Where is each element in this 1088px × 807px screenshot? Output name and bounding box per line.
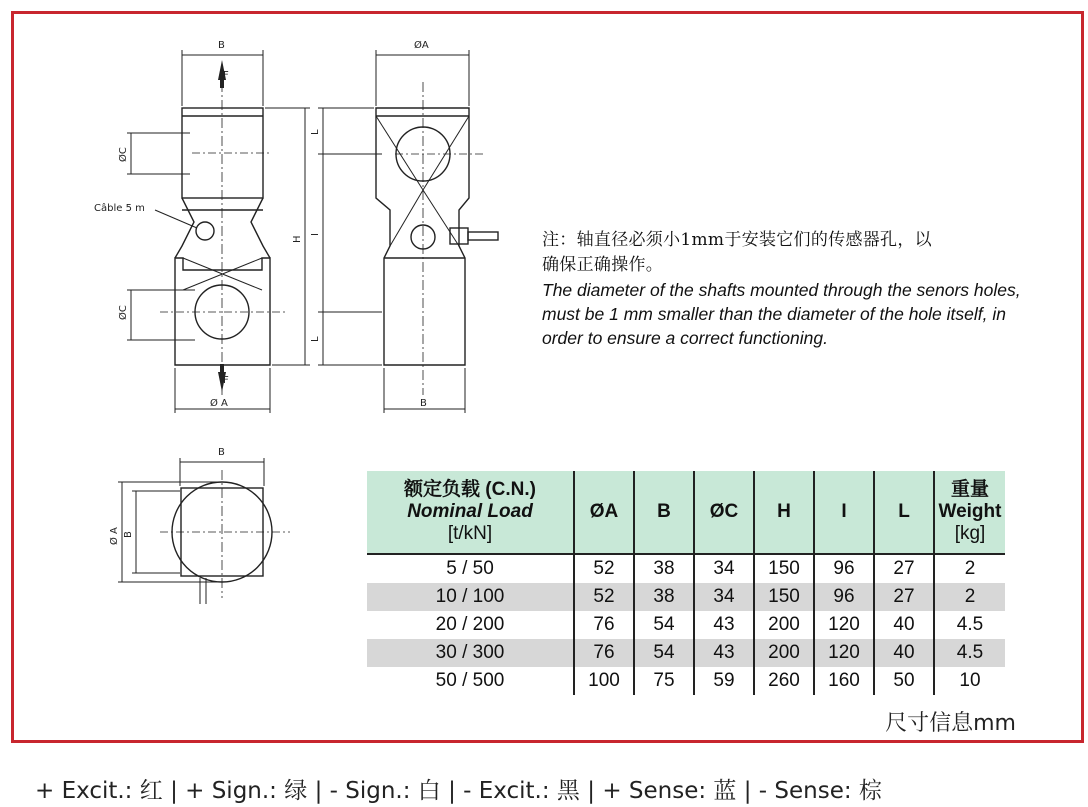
cell-weight: 4.5 <box>934 611 1005 639</box>
cell-oc: 34 <box>694 583 754 611</box>
cell-l: 40 <box>874 611 934 639</box>
dim-oa-bottom: Ø A <box>210 398 228 409</box>
table-header-row <box>367 471 1005 554</box>
label-f-bottom: F <box>223 375 229 386</box>
cell-oa: 52 <box>574 554 634 583</box>
shaft-note <box>542 228 1042 350</box>
cell-oa: 76 <box>574 611 634 639</box>
header-weight-en: Weight <box>938 501 1002 522</box>
cell-weight: 2 <box>934 554 1005 583</box>
cell-l: 27 <box>874 583 934 611</box>
cell-oc: 43 <box>694 611 754 639</box>
dim-oc-top: ØC <box>118 147 129 162</box>
table-row <box>367 639 1005 667</box>
cell-i: 120 <box>814 639 874 667</box>
cell-load: 30 / 300 <box>367 639 574 667</box>
cell-b: 75 <box>634 667 694 695</box>
col-b-header: B <box>634 471 694 554</box>
col-oa-header: ØA <box>574 471 634 554</box>
front-view <box>127 50 310 413</box>
dim-l-top: L <box>310 129 321 135</box>
cell-l: 27 <box>874 554 934 583</box>
wire-excit-plus: + Excit.: 红 <box>35 778 163 804</box>
wire-separator: | <box>587 778 595 804</box>
col-load-header <box>367 471 574 554</box>
cell-weight: 2 <box>934 583 1005 611</box>
cell-b: 38 <box>634 554 694 583</box>
cell-b: 54 <box>634 639 694 667</box>
note-cn-line2: 确保正确操作。 <box>542 255 664 275</box>
spec-table <box>367 471 1005 695</box>
cell-i: 160 <box>814 667 874 695</box>
wire-sense-plus: + Sense: 蓝 <box>602 778 737 804</box>
units-caption: 尺寸信息mm <box>885 711 1016 736</box>
side-body <box>376 108 469 365</box>
cell-oc: 59 <box>694 667 754 695</box>
cell-h: 150 <box>754 583 814 611</box>
cell-weight: 4.5 <box>934 639 1005 667</box>
dim-i: I <box>310 233 321 236</box>
note-en-line2: must be 1 mm smaller than the diameter of the hole itself, in <box>542 304 1006 324</box>
wire-separator: | <box>314 778 323 804</box>
note-en-line1: The diameter of the shafts mounted through the senors holes, <box>542 280 1021 300</box>
cell-oc: 43 <box>694 639 754 667</box>
cell-l: 40 <box>874 639 934 667</box>
cell-i: 120 <box>814 611 874 639</box>
wire-excit-minus: - Excit.: 黑 <box>463 778 580 804</box>
header-load-cn: 额定负载 (C.N.) <box>404 479 536 500</box>
label-cable: Câble 5 m <box>94 203 145 214</box>
header-load-en: Nominal Load <box>407 501 533 522</box>
dim-oa-plan: Ø A <box>109 527 120 545</box>
plan-view <box>118 458 290 604</box>
dim-h: H <box>292 235 303 243</box>
cell-oa: 52 <box>574 583 634 611</box>
col-h-header: H <box>754 471 814 554</box>
cell-b: 38 <box>634 583 694 611</box>
table-row <box>367 667 1005 695</box>
dim-b-bottom: B <box>420 398 427 409</box>
side-view <box>318 50 498 413</box>
cell-h: 200 <box>754 611 814 639</box>
dim-b-top: B <box>218 40 225 51</box>
table-row <box>367 583 1005 611</box>
dim-l-bottom: L <box>310 336 321 342</box>
col-weight-header <box>934 471 1005 554</box>
label-f-top: F <box>223 70 229 81</box>
cell-load: 20 / 200 <box>435 614 505 635</box>
cell-oa: 100 <box>574 667 634 695</box>
cell-h: 150 <box>754 554 814 583</box>
wiring-legend <box>35 772 882 805</box>
col-i-header: I <box>814 471 874 554</box>
wire-sense-minus: - Sense: 棕 <box>758 778 882 804</box>
wire-sign-minus: - Sign.: 白 <box>329 778 441 804</box>
cell-b: 54 <box>634 611 694 639</box>
wire-separator: | <box>448 778 456 804</box>
table-row <box>367 611 1005 639</box>
dim-b-plan-side: B <box>123 531 134 538</box>
cell-h: 260 <box>754 667 814 695</box>
cell-load: 10 / 100 <box>367 583 574 611</box>
wire-sign-plus: + Sign.: 绿 <box>185 778 308 804</box>
cell-oa: 76 <box>574 639 634 667</box>
header-load-unit: [t/kN] <box>447 523 493 544</box>
cell-load: 5 / 50 <box>446 558 494 579</box>
cell-load: 50 / 500 <box>435 670 505 691</box>
table-row <box>367 554 1005 583</box>
dim-b-plan: B <box>218 447 225 458</box>
col-oc-header: ØC <box>694 471 754 554</box>
dim-oa-top: ØA <box>414 40 429 51</box>
dim-oc-bottom: ØC <box>118 305 129 320</box>
cell-weight: 10 <box>934 667 1005 695</box>
wire-separator: | <box>743 778 752 804</box>
cell-l: 50 <box>874 667 934 695</box>
header-weight-cn: 重量 <box>950 479 989 500</box>
cell-h: 200 <box>754 639 814 667</box>
cell-i: 96 <box>814 583 874 611</box>
cell-i: 96 <box>814 554 874 583</box>
wire-separator: | <box>170 778 178 804</box>
header-weight-unit: [kg] <box>954 523 986 544</box>
col-l-header: L <box>874 471 934 554</box>
note-en-line3: order to ensure a correct functioning. <box>542 328 828 348</box>
cell-oc: 34 <box>694 554 754 583</box>
note-cn-line1: 注：轴直径必须小1mm于安装它们的传感器孔，以 <box>542 230 932 250</box>
